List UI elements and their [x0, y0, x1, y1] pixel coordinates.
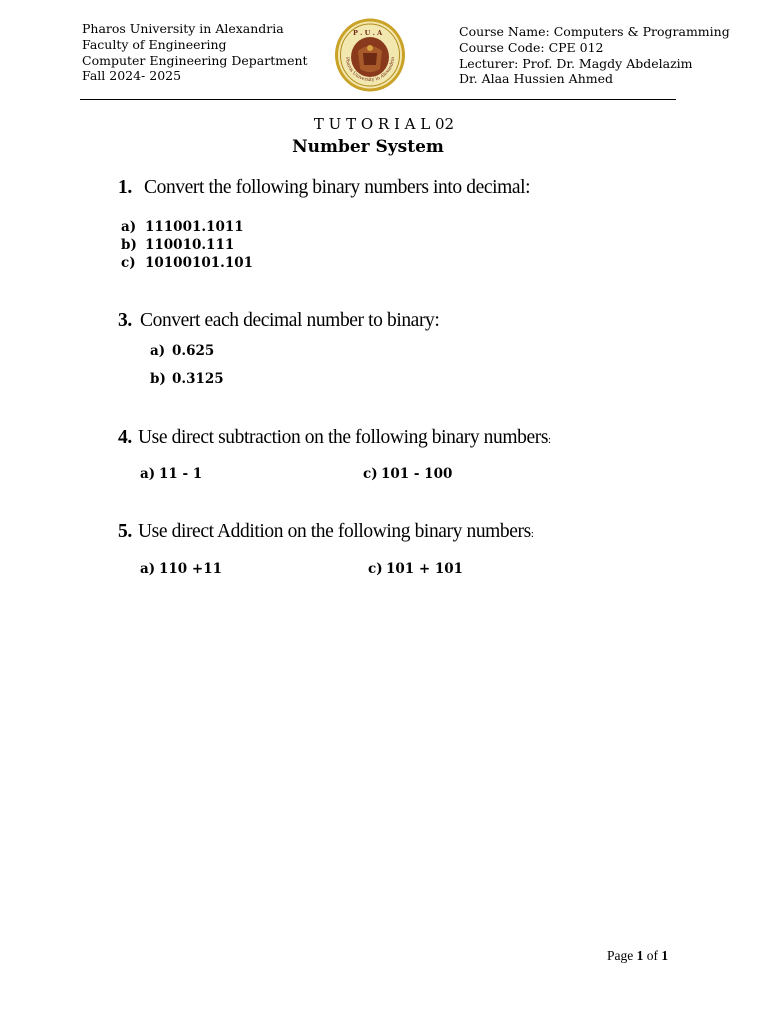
- item-value: 110 +11: [159, 561, 222, 577]
- item-value: 0.3125: [172, 371, 224, 387]
- list-item: [363, 466, 452, 482]
- item-value: 101 - 100: [381, 466, 453, 482]
- question-text: Convert each decimal number to binary:: [140, 310, 440, 331]
- course-code: Course Code: CPE 012: [459, 39, 604, 55]
- header-institution-block: [82, 21, 308, 84]
- course-name: Course Name: Computers & Programming: [459, 24, 730, 39]
- tutorial-subtitle: Number System: [292, 137, 444, 157]
- assistant-name: Dr. Alaa Hussien Ahmed: [459, 71, 614, 87]
- semester: Fall 2024- 2025: [82, 68, 182, 84]
- item-label: a): [121, 219, 137, 235]
- question-number: 1.: [118, 177, 132, 198]
- question-suffix: :: [530, 528, 534, 540]
- list-item: [140, 466, 202, 482]
- item-label: b): [121, 237, 137, 253]
- question-suffix: :: [548, 434, 551, 446]
- page-total: 1: [661, 948, 669, 963]
- department-name: Computer Engineering Department: [82, 52, 308, 68]
- item-value: 101 + 101: [386, 561, 464, 577]
- page-current: 1: [636, 948, 644, 963]
- question-number: 3.: [118, 310, 132, 331]
- university-name: Pharos University in Alexandria: [82, 21, 284, 36]
- item-label: a): [140, 466, 156, 482]
- header-course-block: [459, 24, 730, 87]
- page-middle: of: [643, 948, 662, 963]
- question-number: 5.: [118, 521, 132, 542]
- item-label: c): [363, 466, 378, 482]
- question-4: [118, 427, 551, 449]
- question-text: Convert the following binary numbers into decimal:: [144, 177, 531, 198]
- faculty-name: Faculty of Engineering: [82, 36, 227, 52]
- list-item: [150, 371, 224, 387]
- question-3: [118, 310, 439, 332]
- item-label: c): [121, 255, 136, 271]
- question-number: 4.: [118, 427, 132, 448]
- item-value: 111001.1011: [145, 219, 244, 235]
- tutorial-title: T U T O R I A L 02: [313, 115, 455, 133]
- lecturer-name: Lecturer: Prof. Dr. Magdy Abdelazim: [459, 55, 693, 71]
- list-item: [121, 219, 244, 235]
- question-text: Use direct subtraction on the following binary numbers: [138, 427, 549, 448]
- item-value: 110010.111: [145, 237, 235, 253]
- item-label: b): [150, 371, 166, 387]
- list-item: [150, 343, 214, 359]
- list-item: [368, 561, 463, 577]
- item-value: 0.625: [172, 343, 215, 359]
- seal-ring-text: Pharos University in Alexandria: [343, 56, 397, 84]
- item-value: 11 - 1: [159, 466, 203, 482]
- question-text: Use direct Addition on the following binary numbers: [138, 521, 531, 542]
- header-divider: [80, 99, 676, 100]
- question-5: [118, 521, 533, 543]
- page-prefix: Page: [607, 948, 637, 963]
- item-label: a): [150, 343, 166, 359]
- list-item: [121, 255, 253, 271]
- item-label: a): [140, 561, 156, 577]
- item-value: 10100101.101: [145, 255, 254, 271]
- list-item: [121, 237, 234, 253]
- list-item: [140, 561, 222, 577]
- page-number: [607, 948, 668, 964]
- item-label: c): [368, 561, 383, 577]
- seal-top-letters: P . U . A: [353, 29, 383, 37]
- question-1: [118, 177, 530, 199]
- university-seal-icon: [333, 17, 407, 93]
